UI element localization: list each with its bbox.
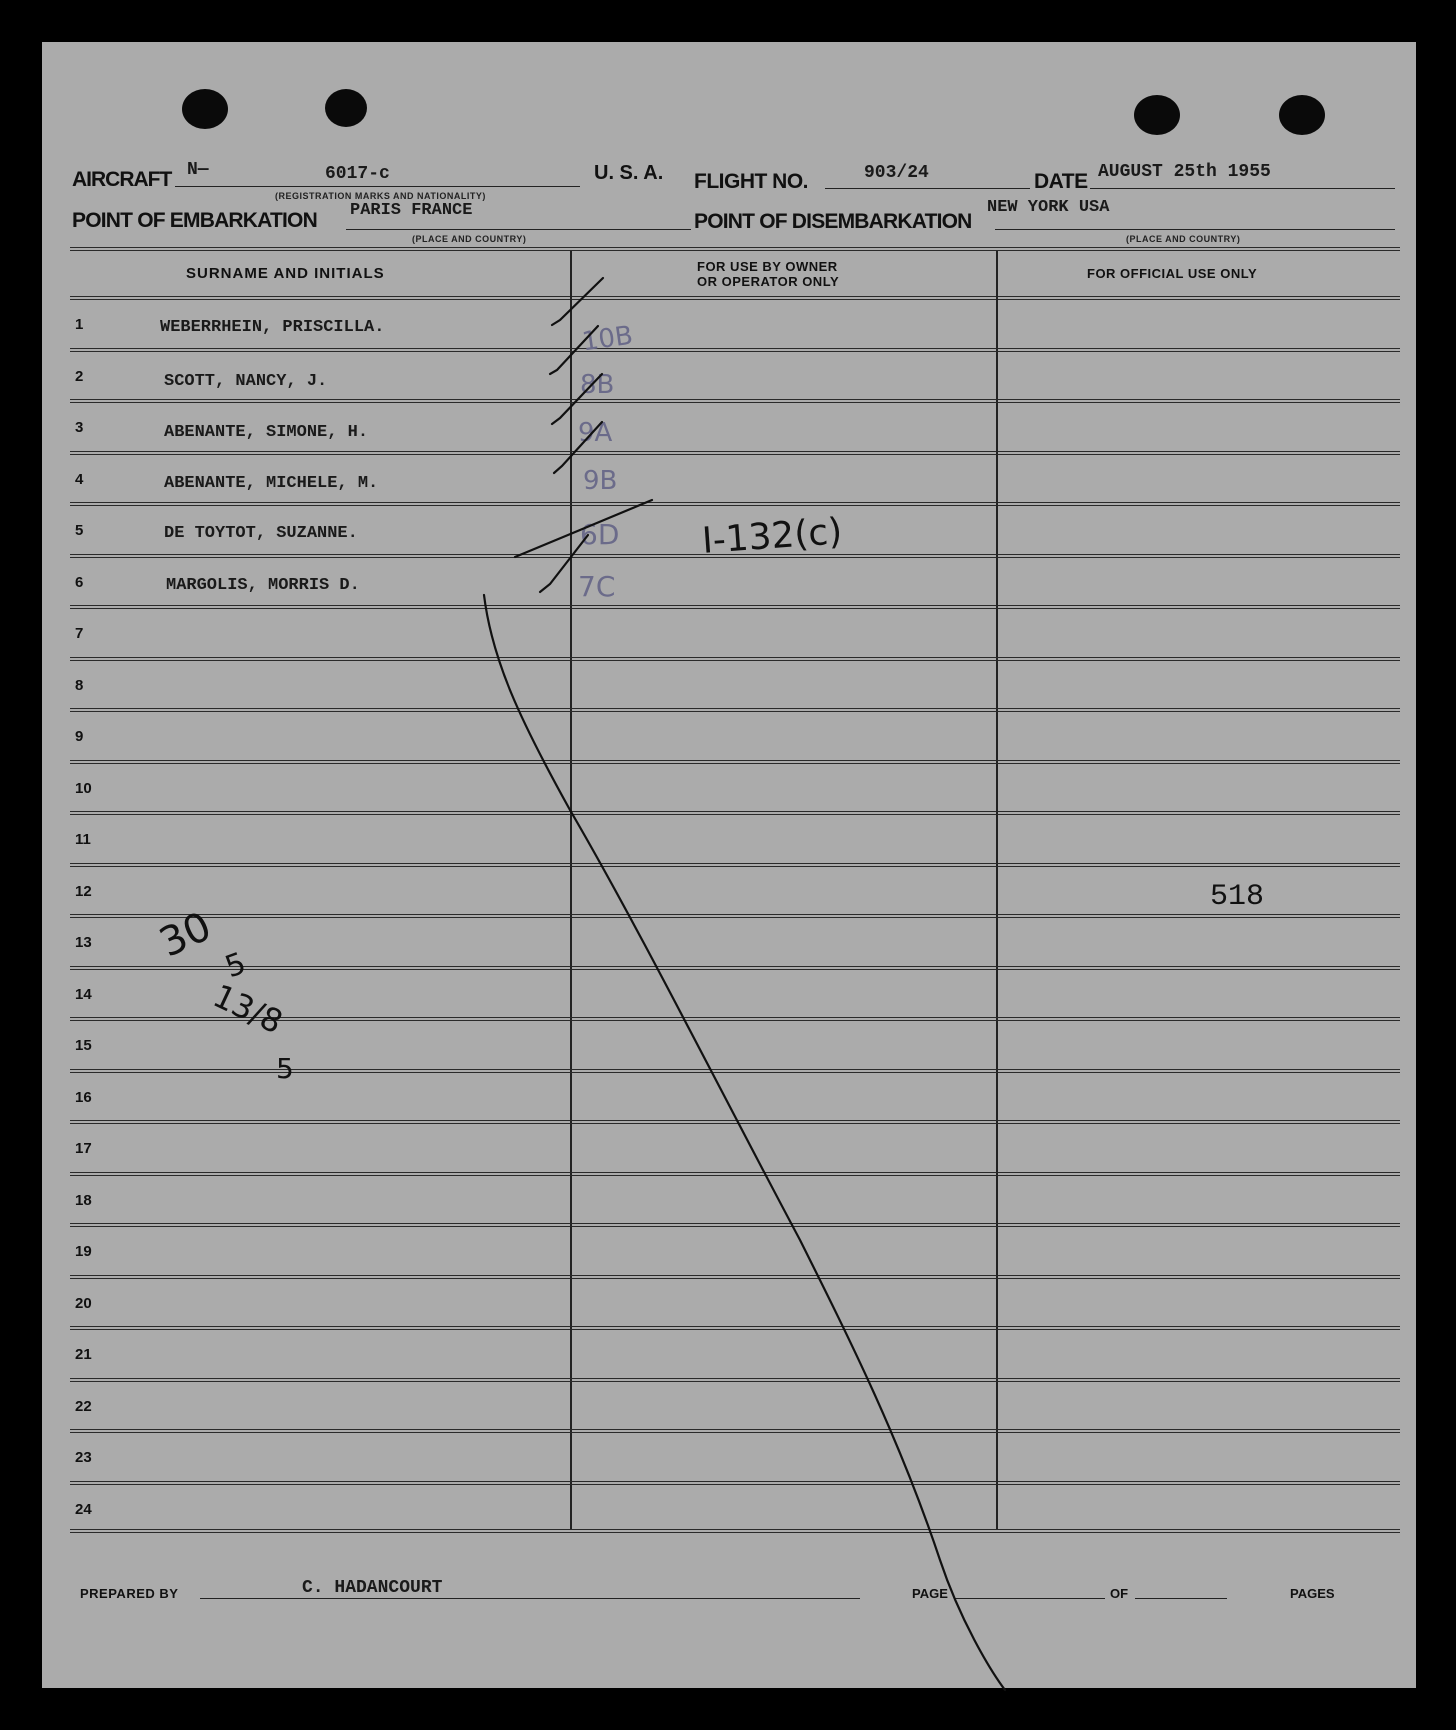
date-value: AUGUST 25th 1955 [1098,162,1271,182]
row-number: 12 [75,882,92,900]
margin-tally: 5 [220,945,251,986]
embarkation-value: PARIS FRANCE [350,201,473,220]
seat-assignment: 6D [580,518,620,551]
date-label: DATE [1034,170,1088,193]
check-mark [552,374,602,424]
row-number: 21 [75,1346,92,1363]
page-label: PAGE [912,1586,948,1601]
check-mark [554,422,602,473]
passenger-name: ABENANTE, MICHELE, M. [164,474,379,493]
passenger-name: DE TOYTOT, SUZANNE. [164,524,358,543]
row-number: 6 [75,573,84,591]
check-mark [550,326,598,374]
margin-tally: 13/8 [207,976,289,1042]
row-number: 3 [75,419,84,436]
aircraft-label: AIRCRAFT [72,168,172,191]
embarkation-label: POINT OF EMBARKATION [72,209,317,232]
row-number: 20 [75,1294,92,1312]
seat-assignment: 9A [578,418,613,448]
flight-label: FLIGHT NO. [694,170,808,193]
owner-column-header-line1: FOR USE BY OWNER [697,259,838,274]
passenger-name: ABENANTE, SIMONE, H. [164,423,369,442]
row-number: 9 [75,728,84,745]
row-number: 1 [75,316,84,333]
passenger-name: MARGOLIS, MORRIS D. [166,576,360,595]
aircraft-registration: 6017-c [325,164,390,184]
seat-assignment: 9B [583,466,618,496]
aircraft-prefix: N— [187,160,209,180]
row-number: 5 [75,522,84,539]
seat-assignment: 10B [580,320,635,358]
passenger-name: WEBERRHEIN, PRISCILLA. [160,318,385,337]
row-number: 15 [75,1037,92,1054]
official-column-header: FOR OFFICIAL USE ONLY [1087,266,1258,281]
row-number: 17 [75,1140,92,1157]
row-number: 8 [75,676,84,694]
seat-assignment: 8B [580,370,615,400]
row-number: 23 [75,1449,92,1466]
row-number: 10 [75,779,92,797]
row-number: 7 [75,625,84,642]
owner-column-header-line2: OR OPERATOR ONLY [697,274,840,289]
disembarkation-label: POINT OF DISEMBARKATION [694,210,972,233]
row-number: 4 [75,470,84,488]
cancel-line [484,595,1005,1690]
margin-tally: 5 [276,1052,294,1085]
row-number: 14 [75,985,92,1003]
passenger-name: SCOTT, NANCY, J. [164,372,328,391]
prepared-by-label: PREPARED BY [80,1586,179,1601]
embarkation-note: (PLACE AND COUNTRY) [412,234,527,244]
row-number: 22 [75,1397,92,1415]
row-number: 11 [75,831,91,848]
row-number: 13 [75,934,92,951]
registration-note: (REGISTRATION MARKS AND NATIONALITY) [275,191,486,201]
operator-note: I-132(c) [700,511,844,562]
row-number: 2 [75,367,84,385]
row-number: 19 [75,1243,92,1260]
check-mark [515,500,652,557]
row-number: 16 [75,1088,92,1106]
seat-assignment: 7C [578,570,616,603]
disembarkation-note: (PLACE AND COUNTRY) [1126,234,1241,244]
official-number: 518 [1210,880,1265,914]
disembarkation-value: NEW YORK USA [987,198,1110,217]
pages-label: PAGES [1290,1586,1335,1601]
margin-tally: 30 [152,903,219,967]
of-label: OF [1110,1586,1129,1601]
country-label: U. S. A. [594,162,664,184]
prepared-by-value: C. HADANCOURT [302,1578,443,1598]
row-number: 18 [75,1191,92,1209]
row-number: 24 [75,1500,92,1518]
check-mark [552,278,603,325]
surname-column-header: SURNAME AND INITIALS [186,265,385,282]
flight-number: 903/24 [864,163,929,183]
